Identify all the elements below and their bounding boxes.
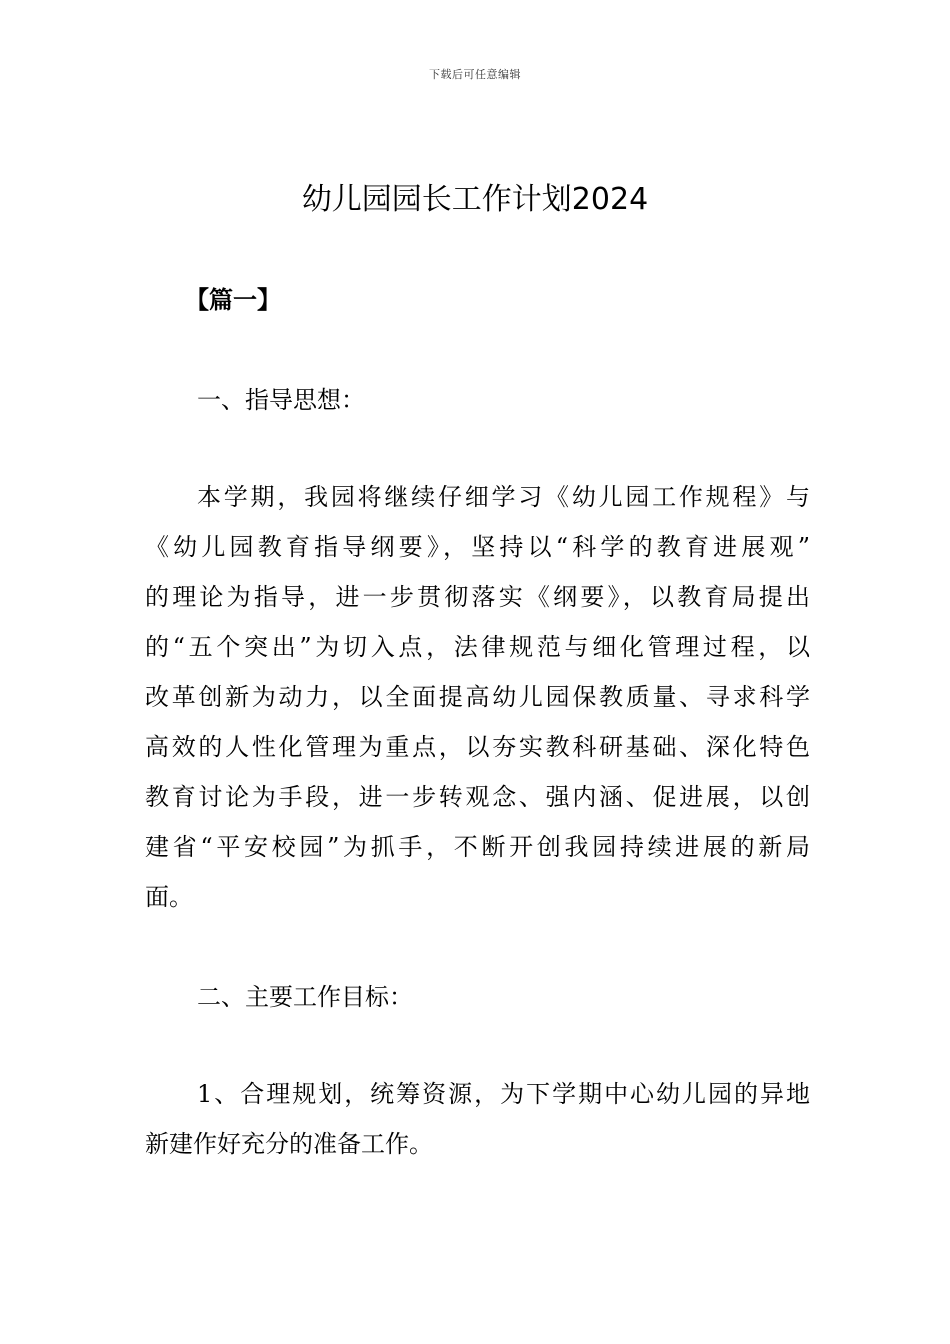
paragraph-guiding-thought	[145, 472, 810, 922]
heading-guiding-thought: 一、指导思想：	[197, 386, 365, 414]
paragraph-line: 1、合理规划，统筹资源，为下学期中心幼儿园的异地	[197, 1080, 810, 1108]
paragraph-main-goals	[145, 1069, 810, 1169]
paragraph-line: 本学期，我园将继续仔细学习《幼儿园工作规程》与	[197, 483, 810, 511]
paragraph-line: 的“五个突出”为切入点，法律规范与细化管理过程，以	[145, 633, 810, 661]
document-title: 幼儿园园长工作计划2024	[301, 182, 649, 217]
paragraph-line: 高效的人性化管理为重点，以夯实教科研基础、深化特色	[145, 733, 810, 761]
paragraph-line: 面。	[145, 883, 193, 911]
header-note: 下载后可任意编辑	[429, 68, 521, 81]
paragraph-line: 教育讨论为手段，进一步转观念、强内涵、促进展，以创	[145, 783, 810, 811]
paragraph-line: 改革创新为动力，以全面提高幼儿园保教质量、寻求科学	[145, 683, 810, 711]
section-label: 【篇一】	[185, 286, 281, 314]
paragraph-line: 新建作好充分的准备工作。	[145, 1130, 433, 1158]
heading-main-goals: 二、主要工作目标：	[197, 983, 413, 1011]
paragraph-line: 的理论为指导，进一步贯彻落实《纲要》，以教育局提出	[145, 583, 810, 611]
paragraph-line: 建省“平安校园”为抓手，不断开创我园持续进展的新局	[145, 833, 810, 861]
paragraph-line: 《幼儿园教育指导纲要》，坚持以“科学的教育进展观”	[145, 533, 810, 561]
